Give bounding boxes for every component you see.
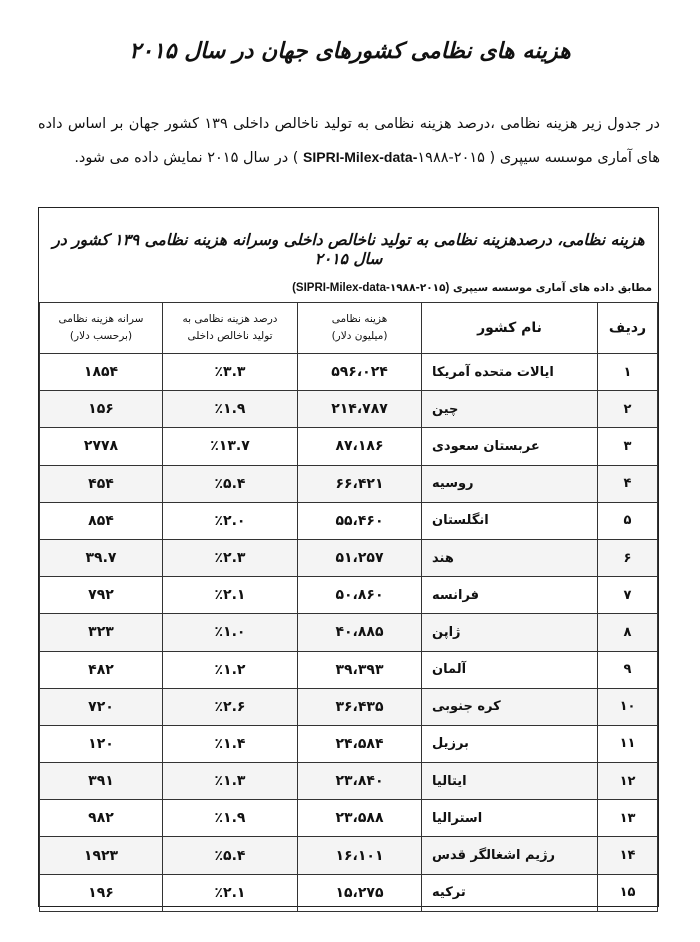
cell-rank: ۱۰ <box>598 688 658 725</box>
table-row <box>40 688 658 725</box>
cell-rank: ۱۳ <box>598 800 658 837</box>
cell-per-capita: ۷۲۰ <box>40 688 163 725</box>
cell-per-capita: ۱۲۰ <box>40 725 163 762</box>
cell-percent-gdp: ٪۱۳.۷ <box>163 428 298 465</box>
cell-expenditure: ۲۳،۵۸۸ <box>298 800 422 837</box>
cell-country-name: ترکیه <box>422 874 598 911</box>
cell-per-capita: ۲۷۷۸ <box>40 428 163 465</box>
cell-percent-gdp: ٪۲.۱ <box>163 577 298 614</box>
table-row <box>40 465 658 502</box>
cell-country-name: چین <box>422 391 598 428</box>
table-row <box>40 354 658 391</box>
cell-percent-gdp: ٪۳.۳ <box>163 354 298 391</box>
table-row <box>40 874 658 911</box>
cell-percent-gdp: ٪۲.۱ <box>163 874 298 911</box>
intro-source-name: SIPRI-Milex-data- <box>303 149 418 165</box>
cell-per-capita: ۱۸۵۴ <box>40 354 163 391</box>
cell-rank: ۳ <box>598 428 658 465</box>
cell-expenditure: ۳۶،۴۳۵ <box>298 688 422 725</box>
table-row <box>40 428 658 465</box>
header-expenditure-line-1: هزینه نظامی <box>331 313 388 325</box>
cell-country-name: هند <box>422 539 598 576</box>
source-years: ۱۹۸۸-۲۰۱۵ <box>389 282 446 294</box>
cell-rank: ۶ <box>598 539 658 576</box>
cell-per-capita: ۱۹۲۳ <box>40 837 163 874</box>
cell-per-capita: ۳۹۱ <box>40 763 163 800</box>
cell-country-name: فرانسه <box>422 577 598 614</box>
cell-country-name: برزیل <box>422 725 598 762</box>
cell-percent-gdp: ٪۱.۳ <box>163 763 298 800</box>
cell-rank: ۵ <box>598 502 658 539</box>
cell-per-capita: ۴۵۴ <box>40 465 163 502</box>
table-row <box>40 502 658 539</box>
cell-percent-gdp: ٪۵.۴ <box>163 837 298 874</box>
header-percent-line-1: درصد هزینه نظامی به <box>182 313 278 325</box>
cell-expenditure: ۳۹،۳۹۳ <box>298 651 422 688</box>
cell-expenditure: ۲۴،۵۸۴ <box>298 725 422 762</box>
cell-percent-gdp: ٪۲.۶ <box>163 688 298 725</box>
cell-expenditure: ۱۶،۱۰۱ <box>298 837 422 874</box>
intro-line-2-end: ) در سال ۲۰۱۵ <box>207 150 299 166</box>
table-frame <box>38 207 659 907</box>
table-title: هزینه نظامی، درصدهزینه نظامی به تولید ناخالص داخلی وسرانه هزینه نظامی ۱۳۹ کشور در سال ۲۰۱۵ <box>52 230 645 268</box>
cell-rank: ۸ <box>598 614 658 651</box>
cell-percent-gdp: ٪۵.۴ <box>163 465 298 502</box>
military-expenditure-table <box>39 302 658 912</box>
cell-per-capita: ۳۲۳ <box>40 614 163 651</box>
table-row <box>40 651 658 688</box>
cell-per-capita: ۸۵۴ <box>40 502 163 539</box>
intro-line-3: نمایش داده می شود. <box>74 150 203 166</box>
cell-expenditure: ۲۱۴،۷۸۷ <box>298 391 422 428</box>
header-expenditure-line-2: (میلیون دلار) <box>331 330 388 342</box>
cell-country-name: رژیم اشغالگر قدس <box>422 837 598 874</box>
page-title: هزینه های نظامی کشورهای جهان در سال ۲۰۱۵ <box>129 38 571 64</box>
cell-rank: ۷ <box>598 577 658 614</box>
cell-percent-gdp: ٪۲.۳ <box>163 539 298 576</box>
intro-line-1: در جدول زیر هزینه نظامی ،درصد هزینه نظامی به تولید ناخالص داخلی ۱۳۹ کشور جهان بر اساس <box>67 116 661 132</box>
cell-rank: ۴ <box>598 465 658 502</box>
table-header-row <box>40 303 658 354</box>
cell-expenditure: ۲۳،۸۴۰ <box>298 763 422 800</box>
table-row <box>40 577 658 614</box>
cell-per-capita: ۷۹۲ <box>40 577 163 614</box>
table-row <box>40 837 658 874</box>
cell-expenditure: ۶۶،۴۲۱ <box>298 465 422 502</box>
header-per-capita <box>40 303 163 354</box>
cell-per-capita: ۹۸۲ <box>40 800 163 837</box>
header-rank: ردیف <box>598 303 658 354</box>
table-row <box>40 539 658 576</box>
table-row <box>40 391 658 428</box>
cell-percent-gdp: ٪۱.۴ <box>163 725 298 762</box>
table-row <box>40 800 658 837</box>
table-row <box>40 725 658 762</box>
cell-per-capita: ۱۵۶ <box>40 391 163 428</box>
source-latin: (SIPRI-Milex-data- <box>295 282 450 294</box>
header-percent-line-2: تولید ناخالص داخلی <box>187 330 273 342</box>
cell-rank: ۱۵ <box>598 874 658 911</box>
header-country-name: نام کشور <box>422 303 598 354</box>
table-body <box>40 354 658 912</box>
cell-per-capita: ۳۹.۷ <box>40 539 163 576</box>
intro-source-years: ۱۹۸۸-۲۰۱۵ <box>417 150 485 166</box>
cell-rank: ۱۴ <box>598 837 658 874</box>
cell-rank: ۲ <box>598 391 658 428</box>
source-prefix: مطابق داده های آماری موسسه سیپری <box>452 282 652 294</box>
cell-expenditure: ۵۵،۴۶۰ <box>298 502 422 539</box>
cell-expenditure: ۸۷،۱۸۶ <box>298 428 422 465</box>
cell-per-capita: ۴۸۲ <box>40 651 163 688</box>
cell-expenditure: ۱۵،۲۷۵ <box>298 874 422 911</box>
cell-rank: ۱ <box>598 354 658 391</box>
cell-percent-gdp: ٪۱.۲ <box>163 651 298 688</box>
cell-expenditure: ۵۹۶،۰۲۴ <box>298 354 422 391</box>
cell-country-name: استرالیا <box>422 800 598 837</box>
table-row <box>40 614 658 651</box>
header-per-capita-line-1: سرانه هزینه نظامی <box>58 313 144 325</box>
cell-percent-gdp: ٪۱.۰ <box>163 614 298 651</box>
cell-country-name: آلمان <box>422 651 598 688</box>
cell-percent-gdp: ٪۱.۹ <box>163 800 298 837</box>
cell-rank: ۱۱ <box>598 725 658 762</box>
header-per-capita-line-2: (برحسب دلار) <box>69 330 133 342</box>
cell-country-name: روسیه <box>422 465 598 502</box>
cell-expenditure: ۵۱،۲۵۷ <box>298 539 422 576</box>
cell-rank: ۱۲ <box>598 763 658 800</box>
intro-paragraph <box>38 108 660 175</box>
cell-country-name: کره جنوبی <box>422 688 598 725</box>
cell-expenditure: ۵۰،۸۶۰ <box>298 577 422 614</box>
cell-rank: ۹ <box>598 651 658 688</box>
cell-country-name: ایتالیا <box>422 763 598 800</box>
cell-expenditure: ۴۰،۸۸۵ <box>298 614 422 651</box>
cell-percent-gdp: ٪۲.۰ <box>163 502 298 539</box>
cell-country-name: عربستان سعودی <box>422 428 598 465</box>
source-note <box>292 282 652 294</box>
source-close: ) <box>292 282 296 294</box>
header-percent-gdp <box>163 303 298 354</box>
table-row <box>40 763 658 800</box>
cell-country-name: انگلستان <box>422 502 598 539</box>
cell-country-name: ژاپن <box>422 614 598 651</box>
cell-percent-gdp: ٪۱.۹ <box>163 391 298 428</box>
cell-country-name: ایالات متحده آمریکا <box>422 354 598 391</box>
cell-per-capita: ۱۹۶ <box>40 874 163 911</box>
intro-line-2-start: داده های آماری موسسه سیپری ( <box>38 116 660 166</box>
header-expenditure <box>298 303 422 354</box>
